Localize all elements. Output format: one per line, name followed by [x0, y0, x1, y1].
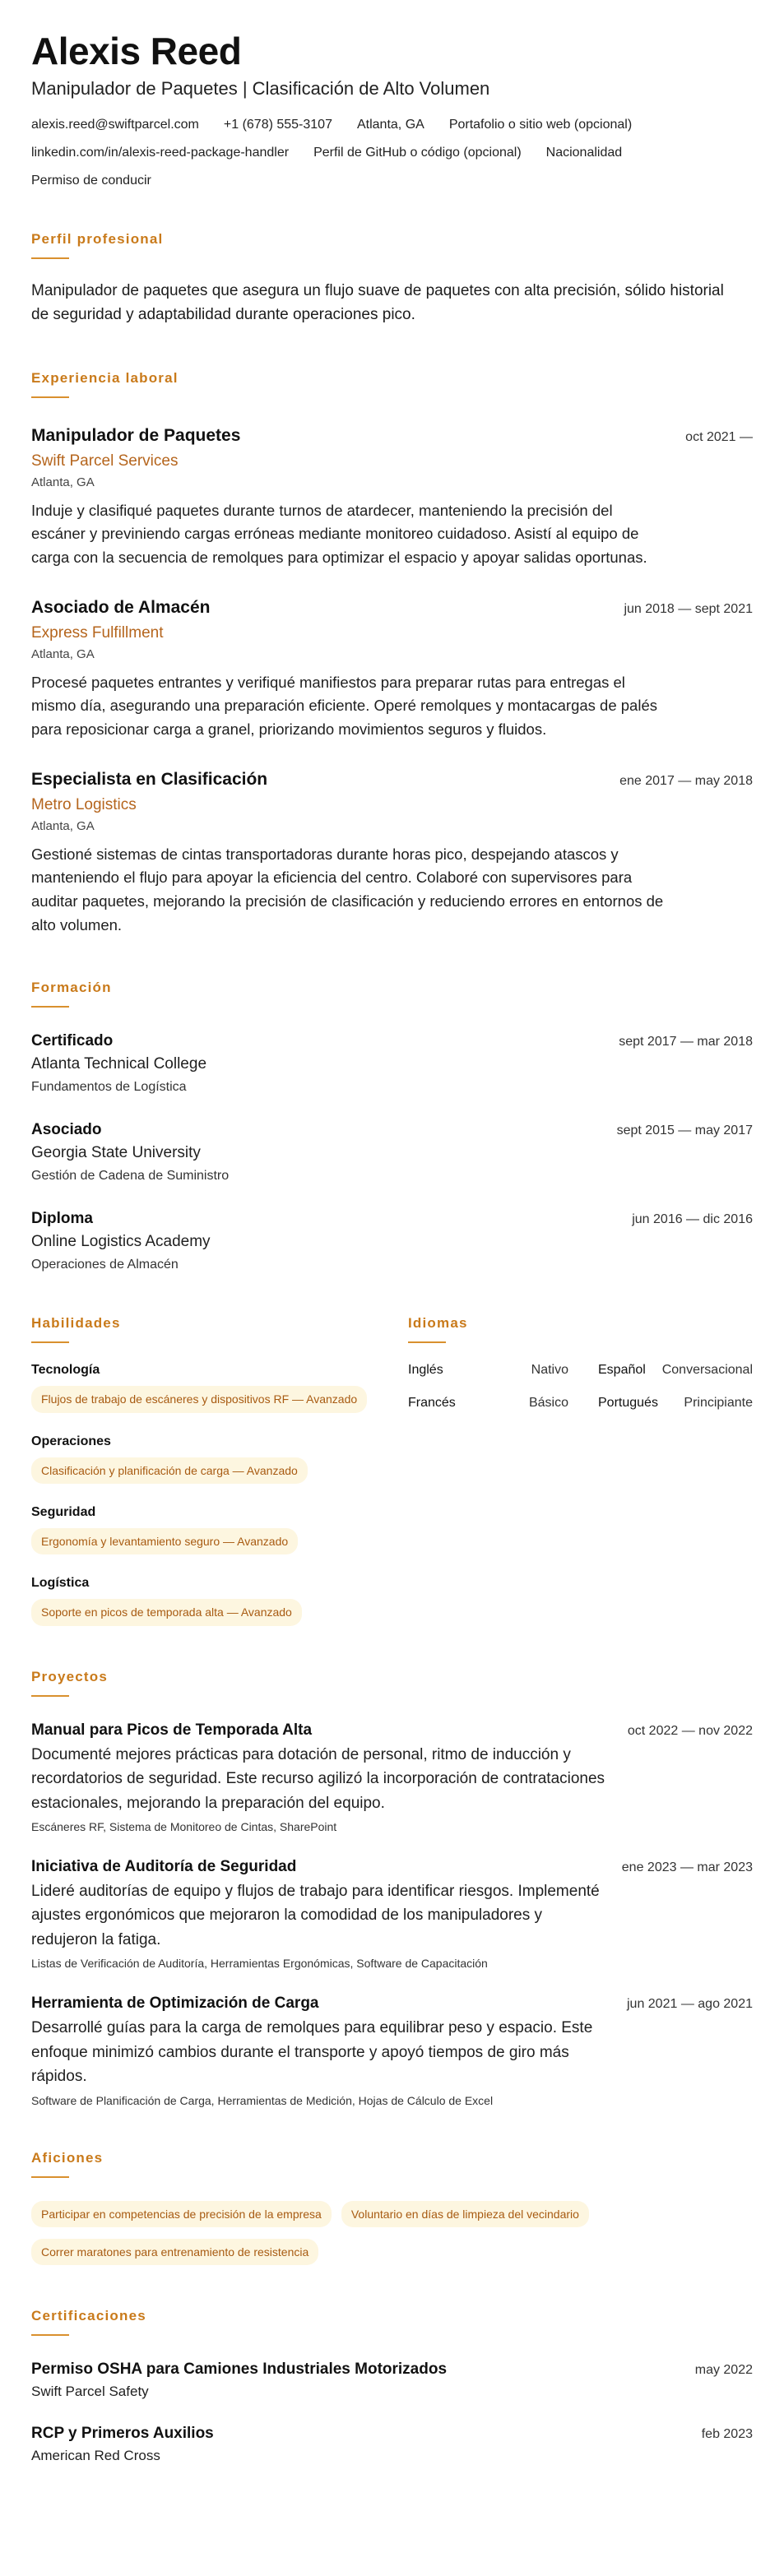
language-level: Nativo — [531, 1363, 568, 1378]
contact-driving-license: Permiso de conducir — [31, 173, 151, 188]
job-entry — [31, 598, 753, 742]
languages-table — [408, 1363, 753, 1411]
skill-group — [31, 1434, 377, 1484]
job-location: Atlanta, GA — [31, 818, 95, 833]
job-description: Gestioné sistemas de cintas transportadoras durante horas pico, despejando atascos y manteniendo el flujo para apoyar la eficiencia del centro. Colaboré con supervisores para auditar paquetes, mejorando la precisión de clasificación y reduciendo errores en entornos de alto volumen. — [31, 845, 664, 934]
section-divider — [31, 1341, 69, 1343]
language-name: Inglés — [408, 1363, 443, 1378]
education-school: Atlanta Technical College — [31, 1055, 207, 1073]
project-title: Manual para Picos de Temporada Alta — [31, 1721, 313, 1739]
skill-group — [31, 1576, 377, 1625]
contact-website[interactable]: Portafolio o sitio web (opcional) — [448, 117, 633, 132]
languages-heading: Idiomas — [408, 1315, 468, 1332]
education-entry — [31, 1032, 753, 1095]
summary-section — [31, 231, 753, 327]
hobby-list — [31, 2193, 739, 2266]
skill-category: Seguridad — [31, 1505, 96, 1520]
certification-issuer: Swift Parcel Safety — [31, 2384, 149, 2400]
hobby-chip: Correr maratones para entrenamiento de resistencia — [31, 2239, 318, 2265]
education-entry — [31, 1210, 753, 1272]
language-item — [588, 1396, 753, 1411]
certification-date: feb 2023 — [701, 2427, 753, 2442]
job-company: Express Fulfillment — [31, 623, 164, 642]
job-dates: ene 2017 — may 2018 — [619, 773, 753, 788]
language-name: Español — [598, 1363, 646, 1378]
job-title: Especialista en Clasificación — [31, 769, 268, 789]
contact-linkedin[interactable]: linkedin.com/in/alexis-reed-package-handler — [31, 145, 290, 160]
language-level: Básico — [528, 1396, 568, 1411]
education-dates: jun 2016 — dic 2016 — [632, 1212, 753, 1227]
job-description: Procesé paquetes entrantes y verifiqué manifiestos para preparar rutas para entregas el mismo día, asegurando una preparación eficiente. Operé remolques y montacargas de palés para reposicionar carga a granel, priorizando movimientos seguros y fluidos. — [31, 673, 657, 739]
hobby-chip: Voluntario en días de limpieza del vecindario — [341, 2201, 589, 2227]
resume-header — [31, 30, 753, 188]
education-degree: Diploma — [31, 1210, 93, 1228]
certification-title: RCP y Primeros Auxilios — [31, 2425, 214, 2443]
certifications-heading: Certificaciones — [31, 2308, 146, 2324]
skill-category: Operaciones — [31, 1434, 111, 1448]
skill-chip: Clasificación y planificación de carga — Avanzado — [31, 1457, 308, 1484]
certification-title: Permiso OSHA para Camiones Industriales Motorizados — [31, 2361, 448, 2379]
project-dates: oct 2022 — nov 2022 — [627, 1723, 753, 1738]
skill-chip: Flujos de trabajo de escáneres y dispositivos RF — Avanzado — [31, 1386, 367, 1412]
hobbies-section — [31, 2150, 753, 2266]
job-location: Atlanta, GA — [31, 646, 95, 661]
skill-group — [31, 1363, 377, 1412]
language-row — [408, 1396, 753, 1411]
education-dates: sept 2017 — mar 2018 — [619, 1035, 753, 1049]
summary-text: Manipulador de paquetes que asegura un flujo suave de paquetes con alta precisión, sólido historial de seguridad y adaptabilidad durante operaciones pico. — [31, 281, 724, 324]
education-dates: sept 2015 — may 2017 — [616, 1124, 753, 1138]
education-entry — [31, 1121, 753, 1184]
education-degree: Certificado — [31, 1032, 114, 1050]
section-divider — [31, 1695, 69, 1697]
job-title: Asociado de Almacén — [31, 597, 211, 617]
job-dates: oct 2021 — — [685, 429, 753, 444]
education-heading: Formación — [31, 980, 112, 996]
project-title: Herramienta de Optimización de Carga — [31, 1995, 319, 2013]
contact-github[interactable]: Perfil de GitHub o código (opcional) — [313, 145, 522, 160]
contact-nationality: Nacionalidad — [545, 145, 623, 160]
language-name: Francés — [408, 1396, 456, 1411]
projects-section — [31, 1669, 753, 2107]
language-level: Conversacional — [661, 1363, 753, 1378]
education-school: Online Logistics Academy — [31, 1233, 211, 1251]
project-tools: Escáneres RF, Sistema de Monitoreo de Cintas, SharePoint — [31, 1819, 337, 1833]
education-school: Georgia State University — [31, 1144, 201, 1162]
projects-heading: Proyectos — [31, 1668, 109, 1684]
project-dates: ene 2023 — mar 2023 — [621, 1860, 753, 1874]
contact-email[interactable]: alexis.reed@swiftparcel.com — [31, 117, 199, 132]
job-dates: jun 2018 — sept 2021 — [624, 601, 753, 616]
contact-location: Atlanta, GA — [356, 117, 424, 132]
education-degree: Asociado — [31, 1121, 102, 1139]
job-entry — [31, 770, 753, 938]
skill-chip: Soporte en picos de temporada alta — Avanzado — [31, 1599, 302, 1625]
job-description: Induje y clasifiqué paquetes durante turnos de atardecer, manteniendo la precisión del escáner y previniendo cargas erróneas mediante monitoreo cuidadoso. Asistí al equipo de carga con la secuencia de remolques para optimizar el espacio y apoyar salidas oportunas. — [31, 501, 647, 567]
languages-section — [408, 1272, 753, 1625]
project-description: Documenté mejores prácticas para dotación de personal, ritmo de inducción y recordatorios de seguridad. Este recurso agilizó la incorporación de contrataciones estacionales, mejorando la preparación del equipo. — [31, 1745, 605, 1812]
skill-category: Logística — [31, 1576, 90, 1591]
skill-group — [31, 1505, 377, 1554]
summary-heading: Perfil profesional — [31, 230, 164, 247]
language-item — [408, 1396, 568, 1411]
project-entry — [31, 1858, 753, 1970]
job-company: Metro Logistics — [31, 795, 137, 813]
education-field: Operaciones de Almacén — [31, 1258, 179, 1272]
experience-section — [31, 370, 753, 938]
certification-entry — [31, 2425, 753, 2464]
language-item — [408, 1363, 568, 1378]
certification-entry — [31, 2361, 753, 2400]
hobbies-heading: Aficiones — [31, 2149, 104, 2166]
certification-date: may 2022 — [694, 2363, 753, 2378]
job-title: Manipulador de Paquetes — [31, 425, 241, 445]
education-field: Fundamentos de Logística — [31, 1080, 187, 1095]
certifications-section — [31, 2308, 753, 2464]
section-divider — [31, 1006, 69, 1008]
project-description: Lideré auditorías de equipo y flujos de trabajo para identificar riesgos. Implementé ajustes ergonómicos que mejoraron la comodidad de los manipuladores y redujeron la fatiga. — [31, 1882, 600, 1948]
candidate-name: Alexis Reed — [31, 30, 242, 72]
section-divider — [31, 396, 69, 398]
section-divider — [31, 257, 69, 259]
skills-languages-row — [31, 1272, 753, 1625]
job-entry — [31, 426, 753, 570]
contact-phone[interactable]: +1 (678) 555-3107 — [223, 117, 332, 132]
language-name: Portugués — [598, 1396, 658, 1411]
project-dates: jun 2021 — ago 2021 — [626, 1997, 753, 2012]
project-title: Iniciativa de Auditoría de Seguridad — [31, 1857, 297, 1875]
language-level: Principiante — [684, 1396, 753, 1411]
project-tools: Software de Planificación de Carga, Herramientas de Medición, Hojas de Cálculo de Excel — [31, 2093, 494, 2107]
section-divider — [408, 1341, 446, 1343]
education-section — [31, 980, 753, 1272]
certification-issuer: American Red Cross — [31, 2448, 160, 2464]
project-entry — [31, 1721, 753, 1833]
skill-chip: Ergonomía y levantamiento seguro — Avanzado — [31, 1528, 298, 1554]
skills-heading: Habilidades — [31, 1315, 121, 1332]
project-description: Desarrollé guías para la carga de remolques para equilibrar peso y espacio. Este enfoque minimizó cambios durante el transporte y apoyó tiempos de giro más rápidos. — [31, 2019, 593, 2086]
hobby-chip: Participar en competencias de precisión de la empresa — [31, 2201, 332, 2227]
skill-category: Tecnología — [31, 1363, 100, 1378]
contact-list — [31, 118, 739, 188]
project-tools: Listas de Verificación de Auditoría, Herramientas Ergonómicas, Software de Capacitación — [31, 1957, 488, 1971]
job-location: Atlanta, GA — [31, 475, 95, 489]
skills-section — [31, 1272, 377, 1625]
education-field: Gestión de Cadena de Suministro — [31, 1169, 230, 1184]
section-divider — [31, 2176, 69, 2178]
language-row — [408, 1363, 753, 1378]
experience-heading: Experiencia laboral — [31, 369, 179, 386]
job-company: Swift Parcel Services — [31, 452, 179, 470]
project-entry — [31, 1995, 753, 2106]
section-divider — [31, 2334, 69, 2336]
candidate-headline: Manipulador de Paquetes | Clasificación de Alto Volumen — [31, 77, 490, 99]
language-item — [588, 1363, 753, 1378]
